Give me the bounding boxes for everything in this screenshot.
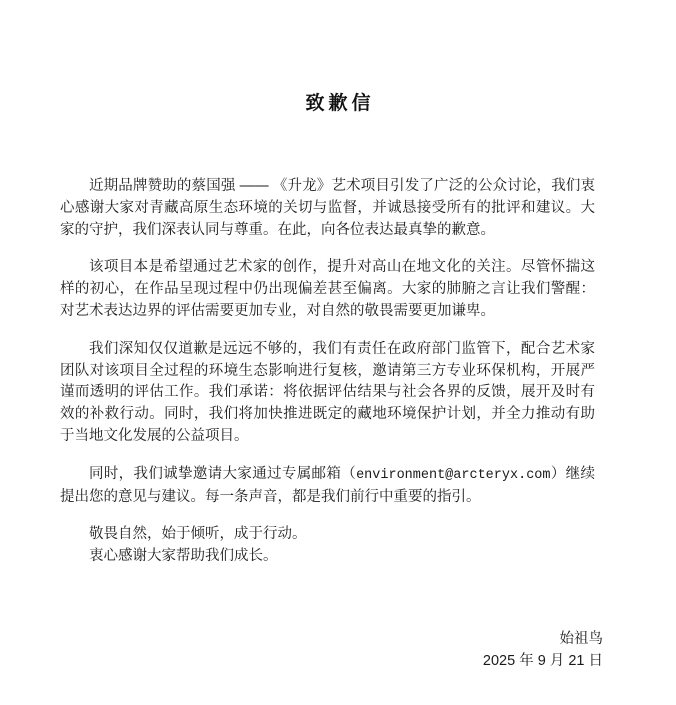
letter-body bbox=[0, 176, 676, 672]
paragraph-reflection: 该项目本是希望通过艺术家的创作，提升对高山在地文化的关注。尽管怀揣这样的初心，在作品呈现过程中仍出现偏差甚至偏离。大家的肺腑之言让我们警醒：对艺术表达边界的评估需要更加专业，对自然的敬畏需要更加谦卑。 bbox=[60, 259, 595, 319]
signature-date: 2025 年 9 月 21 日 bbox=[482, 652, 603, 669]
paragraph-intro: 近期品牌赞助的蔡国强 —— 《升龙》艺术项目引发了广泛的公众讨论，我们衷心感谢大家对青藏高原生态环境的关切与监督，并诚恳接受所有的批评和建议。大家的守护，我们深表认同与尊重。在此，向各位表达最真挚的歉意。 bbox=[60, 178, 595, 238]
closing-lines bbox=[60, 524, 595, 568]
page-title: 致歉信 bbox=[305, 93, 375, 114]
contact-text-after: ）继续提出您的意见与建议。每一条声音，都是我们前行中重要的指引。 bbox=[60, 465, 596, 505]
closing-line-thanks: 衷心感谢大家帮助我们成长。 bbox=[89, 548, 278, 565]
signature-name: 始祖鸟 bbox=[559, 630, 603, 647]
paragraph-contact bbox=[60, 464, 595, 509]
signature-block bbox=[60, 628, 603, 672]
paragraph-commitments: 我们深知仅仅道歉是远远不够的，我们有责任在政府部门监管下，配合艺术家团队对该项目全过程的环境生态影响进行复核，邀请第三方专业环保机构，开展严谨而透明的评估工作。我们承诺：将依据评估结果与社会各界的反馈，展开及时有效的补救行动。同时，我们将加快推进既定的藏地环境保护计划，并全力推动有助于当地文化发展的公益项目。 bbox=[60, 340, 595, 444]
contact-text-before: 同时，我们诚挚邀请大家通过专属邮箱（ bbox=[89, 465, 357, 482]
contact-email: environment@arcteryx.com bbox=[356, 467, 551, 483]
closing-line-motto: 敬畏自然，始于倾听，成于行动。 bbox=[89, 526, 307, 543]
